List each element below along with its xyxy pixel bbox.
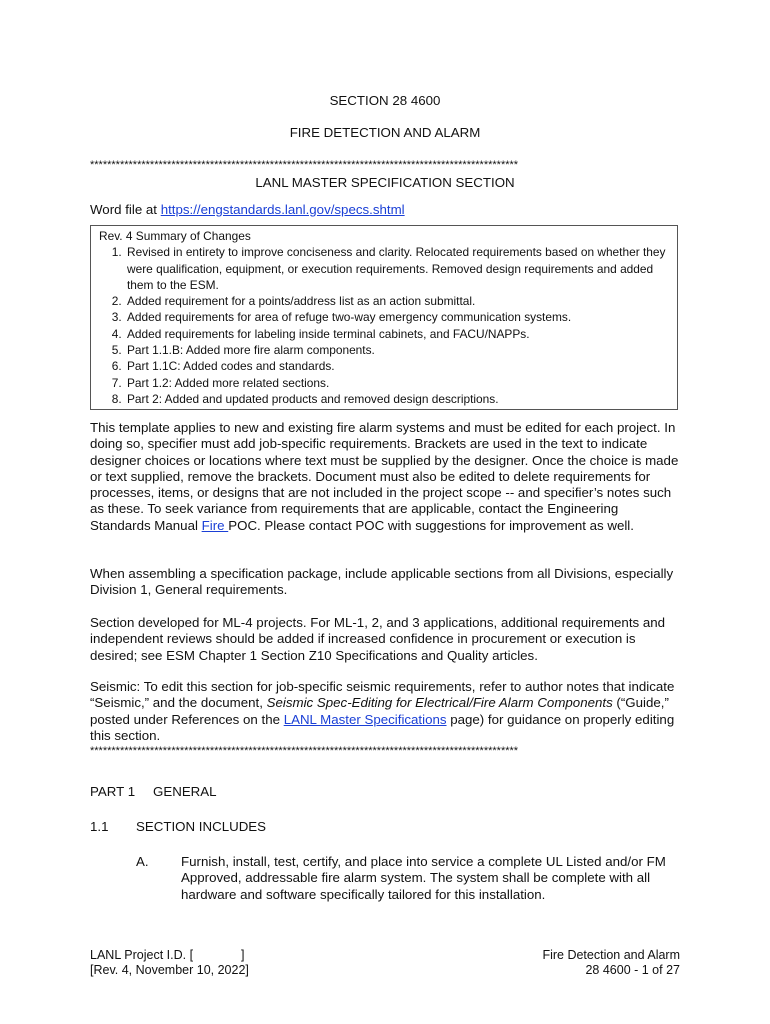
project-id-close: ] — [241, 948, 245, 962]
article-number: 1.1 — [90, 819, 109, 834]
word-file-line — [90, 202, 405, 217]
footer-right — [542, 948, 680, 978]
revision-item: 3. Added requirements for area of refuge two-way emergency communication systems. — [125, 309, 669, 325]
lanl-master-specs-link[interactable]: LANL Master Specifications — [283, 711, 447, 727]
item-text: Furnish, install, test, certify, and place into service a complete UL Listed and/or FM Approved, addressable fire alarm system. The system shall be complete with all hardware and software specifically tailored for this installation. — [181, 854, 666, 902]
revision-item: 5. Part 1.1.B: Added more fire alarm components. — [125, 342, 669, 358]
revision-item: 8. Part 2: Added and updated products and removed design descriptions. — [125, 391, 669, 407]
part-title: GENERAL — [153, 784, 217, 799]
part-heading — [90, 784, 217, 799]
revision-list — [99, 244, 669, 407]
template-note — [90, 420, 680, 534]
template-note-text: This template applies to new and existing fire alarm systems and must be edited for each project. In doing so, specifier must add job-specific requirements. Brackets are used in the text to indicate designer choices or locations where text must be supplied by the designer. Once the choice is made or text supplied, remove the brackets. Document must also be edited to delete requirements for processes, items, or designs that are not included in the project scope -- and specifier’s notes such as these. To seek variance from requirements that are applicable, contact the Engineering Standards Manual — [90, 420, 679, 533]
part-number: PART 1 — [90, 784, 136, 799]
footer-title: Fire Detection and Alarm — [542, 948, 680, 962]
section-number: SECTION 28 4600 — [329, 93, 441, 108]
project-id-label: LANL Project I.D. [ — [90, 948, 194, 962]
word-file-prefix: Word file at — [90, 202, 161, 217]
revision-item: 1. Revised in entirety to improve conciseness and clarity. Relocated requirements based on whether they were qualification, equipment, or execution requirements. Removed design requirements and added them to the ESM. — [125, 244, 669, 293]
revision-summary-title: Rev. 4 Summary of Changes — [99, 229, 251, 243]
template-note-end: POC. Please contact POC with suggestions for improvement as well. — [228, 517, 634, 533]
revision-date: [Rev. 4, November 10, 2022] — [90, 963, 249, 977]
seismic-note — [90, 679, 680, 744]
engstandards-link[interactable]: https://engstandards.lanl.gov/specs.shtml — [160, 202, 405, 217]
project-id — [90, 948, 249, 963]
master-spec-heading: LANL MASTER SPECIFICATION SECTION — [255, 175, 515, 190]
revision-item: 4. Added requirements for labeling inside terminal cabinets, and FACU/NAPPs. — [125, 326, 669, 342]
seismic-note-middle: (“Guide,” posted under References on the — [90, 695, 669, 727]
revision-item: 6. Part 1.1C: Added codes and standards. — [125, 358, 669, 374]
seismic-note-end: page) for guidance on properly editing this section. — [90, 711, 675, 743]
separator-bottom: **************************************************************************************************** — [90, 745, 519, 757]
article-heading — [90, 819, 390, 834]
footer-left — [90, 948, 249, 978]
revision-summary-box — [90, 225, 678, 410]
page-number: 28 4600 - 1 of 27 — [585, 963, 680, 977]
article-title: SECTION INCLUDES — [136, 819, 267, 834]
revision-item: 2. Added requirement for a points/address list as an action submittal. — [125, 293, 669, 309]
assembly-note: When assembling a specification package, include applicable sections from all Divisions, especially Division 1, General requirements. — [90, 566, 674, 598]
section-title: FIRE DETECTION AND ALARM — [289, 125, 481, 140]
item-letter: A. — [136, 854, 149, 869]
separator-top: **************************************************************************************************** — [90, 159, 519, 171]
ml-note: Section developed for ML-4 projects. For ML-1, 2, and 3 applications, additional requirements and independent reviews should be added if increased confidence in procurement or execution is desired; see ESM Chapter 1 Section Z10 Specifications and Quality articles. — [90, 615, 666, 663]
seismic-guide-title: Seismic Spec-Editing for Electrical/Fire Alarm Components — [266, 695, 613, 711]
seismic-note-text: Seismic: To edit this section for job-specific seismic requirements, refer to author notes that indicate “Seismic,” and the document, — [90, 679, 675, 711]
revision-item: 7. Part 1.2: Added more related sections. — [125, 375, 669, 391]
fire-poc-link[interactable]: Fire — [201, 517, 229, 533]
